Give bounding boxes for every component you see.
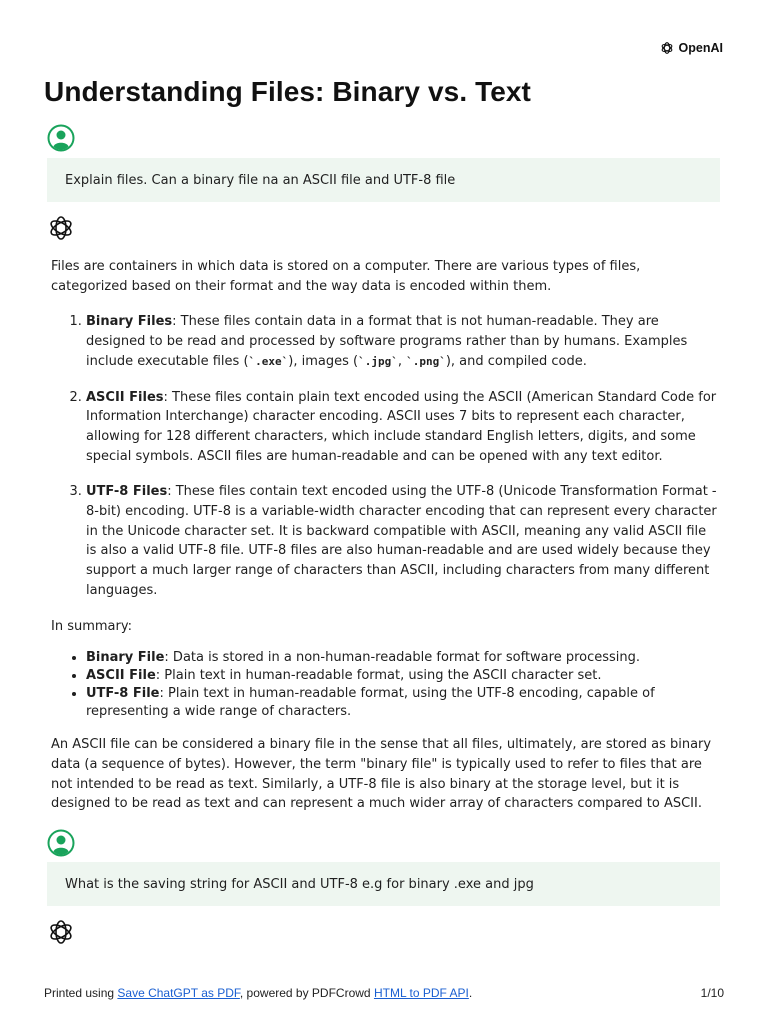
footer-suffix: .	[468, 986, 473, 1000]
inline-code: `.png`	[406, 354, 446, 368]
list-item	[86, 482, 719, 600]
list-item-text: ,	[397, 353, 407, 369]
answer-closing: An ASCII file can be considered a binary file in the sense that all files, ultimately, are stored as binary data (a sequence of bytes). However, the term "binary file" is typically used to refer to files that are not intended to be read as text. Similarly, a UTF-8 file is also binary at the storage level, but it is designed to be read as text and can represent a much wider array of characters compared to ASCII.	[51, 737, 712, 812]
list-item	[86, 649, 719, 667]
user-message-text: What is the saving string for ASCII and UTF-8 e.g for binary .exe and jpg	[65, 876, 534, 892]
list-item-term: UTF-8 Files	[86, 484, 168, 500]
list-item-text: : Plain text in human-readable format, using the ASCII character set.	[155, 668, 602, 684]
list-item	[86, 312, 719, 371]
save-chatgpt-pdf-link[interactable]: Save ChatGPT as PDF	[117, 986, 240, 1000]
user-message-text: Explain files. Can a binary file na an ASCII file and UTF-8 file	[65, 172, 456, 188]
inline-code: `.exe`	[248, 354, 289, 368]
summary-label: In summary:	[51, 618, 132, 634]
list-item	[86, 685, 719, 721]
answer-intro: Files are containers in which data is stored on a computer. There are various types of files, categorized based on their format and the way data is encoded within them.	[51, 259, 641, 294]
list-item	[86, 388, 719, 467]
footer-middle: , powered by PDFCrowd	[239, 986, 374, 1000]
user-avatar-icon	[47, 829, 75, 857]
user-message	[47, 862, 720, 906]
summary-list	[51, 649, 719, 721]
footer-prefix: Printed using	[44, 986, 118, 1000]
user-avatar-icon	[47, 124, 75, 152]
brand-name: OpenAI	[678, 41, 723, 55]
list-item-term: ASCII File	[86, 668, 156, 684]
file-types-list	[51, 312, 719, 600]
list-item	[86, 667, 719, 685]
html-to-pdf-api-link[interactable]: HTML to PDF API	[373, 986, 469, 1000]
openai-logo-icon	[659, 40, 675, 56]
list-item-term: Binary Files	[86, 314, 173, 330]
list-item-term: ASCII Files	[86, 389, 164, 405]
inline-code: `.jpg`	[358, 354, 398, 368]
chatgpt-logo-icon	[47, 214, 75, 242]
page-title: Understanding Files: Binary vs. Text	[44, 76, 531, 107]
openai-brand	[659, 40, 723, 56]
list-item-term: UTF-8 File	[86, 686, 160, 702]
page-number: 1/10	[700, 986, 724, 1000]
assistant-message	[51, 257, 719, 814]
print-footer	[44, 986, 724, 1000]
list-item-text: : These files contain plain text encoded using the ASCII (American Standard Code for Information Interchange) character encoding. ASCII uses 7 bits to represent each character, allowing for 128 different characters, which include standard English letters, digits, and some special symbols. ASCII files are human-readable and can be opened with any text editor.	[86, 389, 717, 464]
list-item-text: ), images (	[288, 353, 359, 369]
list-item-term: Binary File	[86, 650, 165, 666]
list-item-text: : These files contain text encoded using the UTF-8 (Unicode Transformation Format - 8-bit) encoding. UTF-8 is a variable-width character encoding that can represent every character in the Unicode character set. It is backward compatible with ASCII, meaning any valid ASCII file is also a valid UTF-8 file. UTF-8 files are also human-readable and are used widely because they support a much larger range of characters than ASCII, including characters from many different languages.	[86, 484, 717, 598]
list-item-text: : Plain text in human-readable format, using the UTF-8 encoding, capable of representing a wide range of characters.	[86, 686, 655, 720]
chatgpt-logo-icon	[47, 918, 75, 946]
list-item-text: : Data is stored in a non-human-readable format for software processing.	[164, 650, 641, 666]
list-item-text: : These files contain data in a format that is not human-readable. They are designed to be read and processed by software programs rather than by humans. Examples include executable files (	[86, 314, 688, 369]
list-item-text: ), and compiled code.	[445, 353, 587, 369]
user-message	[47, 158, 720, 202]
